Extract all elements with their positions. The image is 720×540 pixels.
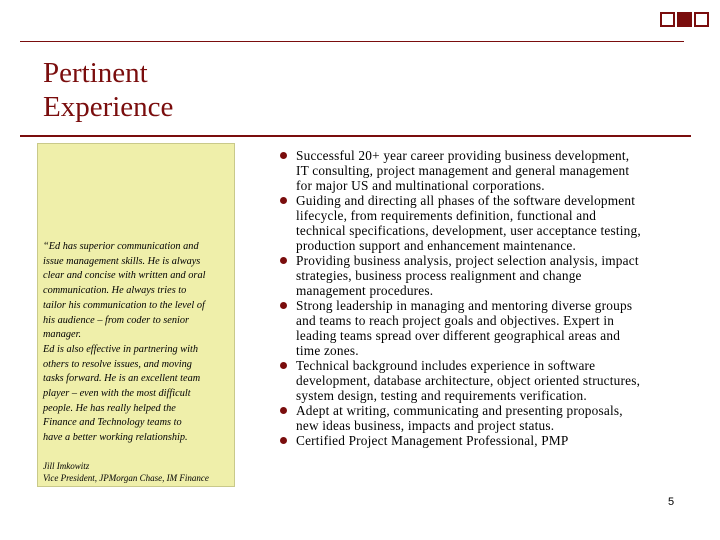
list-item-line: strategies, business process realignment and change bbox=[296, 268, 582, 283]
quote-line: Finance and Technology teams to bbox=[43, 417, 182, 429]
list-item bbox=[280, 253, 698, 298]
list-item bbox=[280, 148, 698, 193]
list-item-line: and teams to reach project goals and objectives. Expert in bbox=[296, 313, 615, 328]
list-item-line: for major US and multinational corporations. bbox=[296, 178, 545, 193]
bullet-dot-icon bbox=[280, 302, 287, 309]
bullet-dot-icon bbox=[280, 407, 287, 414]
bullet-dot-icon bbox=[280, 257, 287, 264]
list-item-line: IT consulting, project management and general management bbox=[296, 163, 630, 178]
slide-title-line: Experience bbox=[43, 91, 174, 123]
bullet-dot-icon bbox=[280, 437, 287, 444]
attribution-title: Vice President, JPMorgan Chase, IM Finance bbox=[43, 473, 209, 483]
list-item bbox=[280, 193, 698, 253]
quote-line: Ed is also effective in partnering with bbox=[43, 343, 199, 355]
quote-line: his audience – from coder to senior bbox=[43, 314, 190, 326]
slide-title-line: Pertinent bbox=[43, 57, 148, 89]
list-item-line: development, database architecture, object oriented structures, bbox=[296, 373, 641, 388]
list-item-line: Certified Project Management Professional, PMP bbox=[296, 433, 569, 448]
slide-title bbox=[43, 56, 343, 124]
bullet-dot-icon bbox=[280, 152, 287, 159]
list-item-line: Technical background includes experience in software bbox=[296, 358, 596, 373]
top-rule bbox=[20, 41, 684, 42]
quote-line: “Ed has superior communication and bbox=[43, 241, 199, 252]
testimonial-quote bbox=[43, 240, 235, 446]
list-item-line: lifecycle, from requirements definition, functional and bbox=[296, 208, 597, 223]
list-item-line: production support and enhancement maintenance. bbox=[296, 238, 577, 253]
list-item-line: Successful 20+ year career providing business development, bbox=[296, 148, 630, 163]
list-item bbox=[280, 433, 698, 448]
list-item-line: Guiding and directing all phases of the software development bbox=[296, 193, 636, 208]
experience-list bbox=[280, 148, 698, 448]
list-item-line: technical specifications, development, user acceptance testing, bbox=[296, 223, 641, 238]
quote-line: people. He has really helped the bbox=[43, 402, 176, 414]
quote-line: tasks forward. He is an excellent team bbox=[43, 373, 201, 385]
attribution-name: Jill Imkowitz bbox=[43, 461, 90, 471]
corner-squares bbox=[660, 12, 709, 27]
quote-line: player – even with the most difficult bbox=[43, 388, 191, 400]
quote-line: have a better working relationship. bbox=[43, 432, 188, 444]
list-item bbox=[280, 403, 698, 433]
list-item-line: new ideas business, impacts and project status. bbox=[296, 418, 555, 433]
list-item bbox=[280, 358, 698, 403]
testimonial-attribution bbox=[43, 460, 235, 484]
testimonial-box bbox=[37, 143, 235, 487]
list-item-line: leading teams spread over different geographical areas and bbox=[296, 328, 621, 343]
quote-line: clear and concise with written and oral bbox=[43, 270, 206, 282]
list-item-line: time zones. bbox=[296, 343, 359, 358]
list-item bbox=[280, 298, 698, 358]
bullet-dot-icon bbox=[280, 362, 287, 369]
list-item-line: management procedures. bbox=[296, 283, 434, 298]
bullet-dot-icon bbox=[280, 197, 287, 204]
quote-line: communication. He always tries to bbox=[43, 285, 187, 297]
list-item-line: system design, testing and requirements verification. bbox=[296, 388, 587, 403]
quote-line: issue management skills. He is always bbox=[43, 255, 201, 267]
page-number: 5 bbox=[668, 496, 675, 508]
title-rule bbox=[20, 135, 691, 137]
quote-line: others to resolve issues, and moving bbox=[43, 358, 192, 370]
list-item-line: Adept at writing, communicating and presenting proposals, bbox=[296, 403, 623, 418]
square-outline-icon bbox=[694, 12, 709, 27]
square-filled-icon bbox=[677, 12, 692, 27]
quote-line: manager. bbox=[43, 329, 82, 341]
square-outline-icon bbox=[660, 12, 675, 27]
list-item-line: Strong leadership in managing and mentoring diverse groups bbox=[296, 298, 633, 313]
quote-line: tailor his communication to the level of bbox=[43, 299, 205, 311]
list-item-line: Providing business analysis, project selection analysis, impact bbox=[296, 253, 639, 268]
